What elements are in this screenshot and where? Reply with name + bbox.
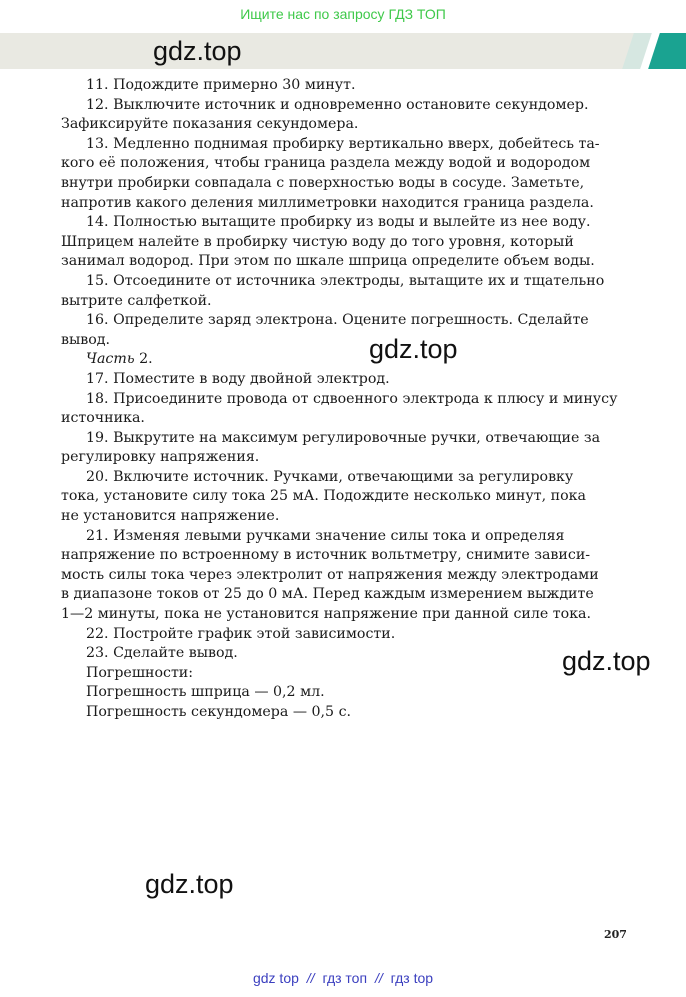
list-item	[86, 311, 630, 331]
item-text: 15. Отсоедините от источника электроды, вытащите их и тщательно	[86, 272, 605, 289]
list-item	[86, 625, 630, 645]
top-banner[interactable]: Ищите нас по запросу ГДЗ ТОП	[240, 6, 446, 22]
item-text: 12. Выключите источник и одновременно остановите секундомер.	[86, 96, 589, 113]
item-text: 20. Включите источник. Ручками, отвечающими за регулировку	[86, 468, 574, 485]
watermark-text: gdz.top	[153, 36, 242, 66]
item-text: 17. Поместите в воду двойной электрод.	[86, 370, 390, 387]
item-text: 23. Сделайте вывод.	[86, 645, 238, 662]
list-item	[86, 429, 630, 449]
item-continuation: тока, установите силу тока 25 мА. Подождите несколько минут, пока	[61, 488, 586, 505]
list-item	[86, 76, 630, 96]
errors-title: Погрешности:	[86, 664, 194, 681]
list-item	[86, 390, 630, 410]
part-number: 2.	[139, 351, 153, 368]
page-body	[61, 76, 630, 723]
item-continuation: напротив какого деления миллиметровки находится граница раздела.	[61, 194, 594, 211]
watermark-text: gdz.top	[145, 869, 234, 899]
footer-link[interactable]: gdz top	[252, 970, 299, 986]
footer-link[interactable]: гдз топ	[322, 970, 368, 986]
item-continuation: кого её положения, чтобы граница раздела между водой и водородом	[61, 155, 591, 172]
page-number: 207	[604, 928, 627, 941]
item-text: 18. Присоедините провода от сдвоенного электрода к плюсу и минусу	[86, 390, 618, 407]
footer-link[interactable]: гдз top	[390, 970, 434, 986]
item-continuation: 1—2 минуты, пока не установится напряжение при данной силе тока.	[61, 606, 592, 623]
item-continuation: Шприцем налейте в пробирку чистую воду до того уровня, который	[61, 233, 574, 250]
item-text: 14. Полностью вытащите пробирку из воды и вылейте из нее воду.	[86, 214, 591, 231]
list-item	[86, 272, 630, 292]
list-item	[86, 213, 630, 233]
header-teal-stripe	[648, 33, 686, 69]
item-text: 11. Подождите примерно 30 минут.	[86, 77, 356, 93]
list-item	[86, 135, 630, 155]
list-item	[86, 644, 630, 664]
list-item	[86, 468, 630, 488]
header-band	[0, 33, 686, 69]
header-gray-bar	[0, 33, 640, 69]
item-continuation: в диапазоне токов от 25 до 0 мА. Перед каждым измерением выждите	[61, 586, 594, 603]
item-text: 19. Выкрутите на максимум регулировочные ручки, отвечающие за	[86, 429, 601, 446]
part-title: Часть	[86, 351, 135, 368]
item-continuation: мость силы тока через электролит от напряжения между электродами	[61, 566, 599, 583]
item-continuation: вывод.	[61, 331, 111, 348]
list-item	[86, 527, 630, 547]
item-continuation: регулировку напряжения.	[61, 449, 260, 466]
item-text: 13. Медленно поднимая пробирку вертикально вверх, добейтесь та-	[86, 135, 600, 152]
list-item	[86, 96, 630, 116]
section-heading	[86, 350, 630, 370]
error-line: Погрешность шприца — 0,2 мл.	[86, 684, 325, 701]
item-continuation: не установится напряжение.	[61, 508, 280, 525]
item-text: 16. Определите заряд электрона. Оцените погрешность. Сделайте	[86, 312, 589, 329]
footer-separator: //	[306, 970, 315, 986]
footer-links	[0, 970, 686, 986]
item-continuation: вытрите салфеткой.	[61, 292, 212, 309]
item-continuation: внутри пробирки совпадала с поверхностью воды в сосуде. Заметьте,	[61, 174, 585, 191]
item-continuation: источника.	[61, 410, 145, 427]
item-continuation: напряжение по встроенному в источник вольтметру, снимите зависи-	[61, 547, 591, 564]
item-text: 22. Постройте график этой зависимости.	[86, 625, 396, 642]
list-item	[86, 370, 630, 390]
watermark-text: gdz.top	[562, 646, 651, 676]
item-continuation: занимал водород. При этом по шкале шприца определите объем воды.	[61, 253, 595, 270]
error-line: Погрешность секундомера — 0,5 с.	[86, 704, 352, 720]
footer-separator: //	[374, 970, 383, 986]
item-text: 21. Изменяя левыми ручками значение силы тока и определяя	[86, 527, 565, 544]
watermark-text: gdz.top	[369, 334, 458, 364]
item-continuation: Зафиксируйте показания секундомера.	[61, 116, 359, 133]
